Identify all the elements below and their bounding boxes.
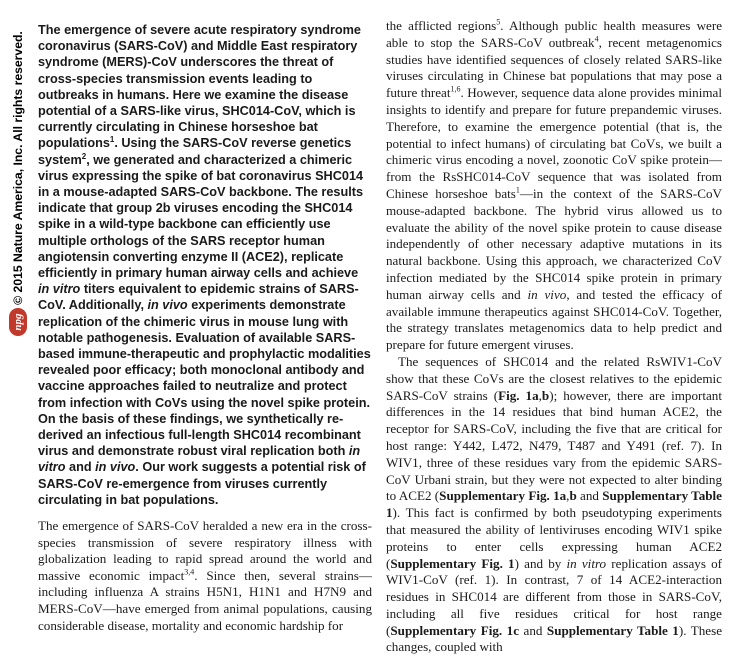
left-column xyxy=(38,22,372,634)
npg-logo-text: npg xyxy=(12,313,24,331)
body-paragraph-2: The sequences of SHC014 and the related RsWIV1-CoV show that these CoVs are the closest relatives to the epidemic SARS-CoV strains (Fig. 1a,b); however, there are important differences in the 14 residues that bind human ACE2, the receptor for SARS-CoV, including the five that are critical for host range: Y442, L472, N479, T487 and Y491 (ref. 7). In WIV1, three of these residues vary from the epidemic SARS-CoV Urbani strain, but they were not expected to alter binding to ACE2 (Supplementary Fig. 1a,b and Supplementary Table 1). This fact is confirmed by both pseudotyping experiments that measured the ability of lentiviruses encoding WIV1 spike proteins to enter cells expressing human ACE2 (Supplementary Fig. 1) and by in vitro replication assays of WIV1-CoV (ref. 1). In contrast, 7 of 14 ACE2-interaction residues in SHC014 are different from those in SARS-CoV, including all five residues critical for host range (Supplementary Fig. 1c and Supplementary Table 1). These changes, coupled with xyxy=(386,353,723,655)
abstract: The emergence of severe acute respiratory syndrome coronavirus (SARS-CoV) and Middle East respiratory syndrome (MERS)-CoV underscores the threat of cross-species transmission events leading to outbreaks in humans. Here we examine the disease potential of a SARS-like virus, SHC014-CoV, which is currently circulating in Chinese horseshoe bat populations$^1$. Using the SARS-CoV reverse genetics system$^2$, we generated and characterized a chimeric virus expressing the spike of bat coronavirus SHC014 in a mouse-adapted SARS-CoV backbone. The results indicate that group 2b viruses encoding the SHC014 spike in a wild-type backbone can efficiently use multiple orthologs of the SARS receptor human angiotensin converting enzyme II (ACE2), replicate efficiently in primary human airway cells and achieve in vitro titers equivalent to epidemic strains of SARS-CoV. Additionally, in vivo experiments demonstrate replication of the chimeric virus in mouse lung with notable pathogenesis. Evaluation of available SARS-based immune-therapeutic and prophylactic modalities revealed poor efficacy; both monoclonal antibody and vaccine approaches failed to neutralize and protect from infection with CoVs using the novel spike protein. On the basis of these findings, we synthetically re-derived an infectious full-length SHC014 recombinant virus and demonstrate robust viral replication both in vitro and in vivo. Our work suggests a potential risk of SARS-CoV re-emergence from viruses currently circulating in bat populations. xyxy=(38,23,371,507)
npg-logo-icon xyxy=(9,308,27,336)
intro-paragraph: The emergence of SARS-CoV heralded a new era in the cross-species transmission of severe respiratory illness with globalization leading to rapid spread around the world and massive economic impact$^{3,4}$. Since then, several strains—including influenza A strains H5N1, H1N1 and H7N9 and MERS-CoV—have emerged from animal populations, causing considerable disease, mortality and economic hardship for xyxy=(38,518,372,633)
right-column xyxy=(386,18,722,656)
left-margin xyxy=(2,0,32,516)
copyright-notice: © 2015 Nature America, Inc. All rights reserved. xyxy=(11,31,25,305)
body-paragraph-1: the afflicted regions$^5$. Although public health measures were able to stop the SARS-CoV outbreak$^4$, recent metagenomics studies have identified sequences of closely related SARS-like viruses circulating in Chinese bat populations that may pose a future threat$^{1,6}$. However, sequence data alone provides minimal insights to identify and prepare for future prepandemic viruses. Therefore, to examine the emergence potential (that is, the potential to infect humans) of circulating bat CoVs, we built a chimeric virus encoding a novel, zoonotic CoV spike protein—from the RsSHC014-CoV sequence that was isolated from Chinese horseshoe bats$^1$—in the context of the SARS-CoV mouse-adapted backbone. The hybrid virus allowed us to evaluate the ability of the novel spike protein to cause disease independently of other necessary adaptive mutations in its natural backbone. Using this approach, we characterized CoV infection mediated by the SHC014 spike protein in primary human airway cells and in vivo, and tested the efficacy of available immune therapeutics against SHC014-CoV. Together, the strategy translates metagenomics data to help predict and prepare for future emergent viruses. xyxy=(386,17,723,353)
